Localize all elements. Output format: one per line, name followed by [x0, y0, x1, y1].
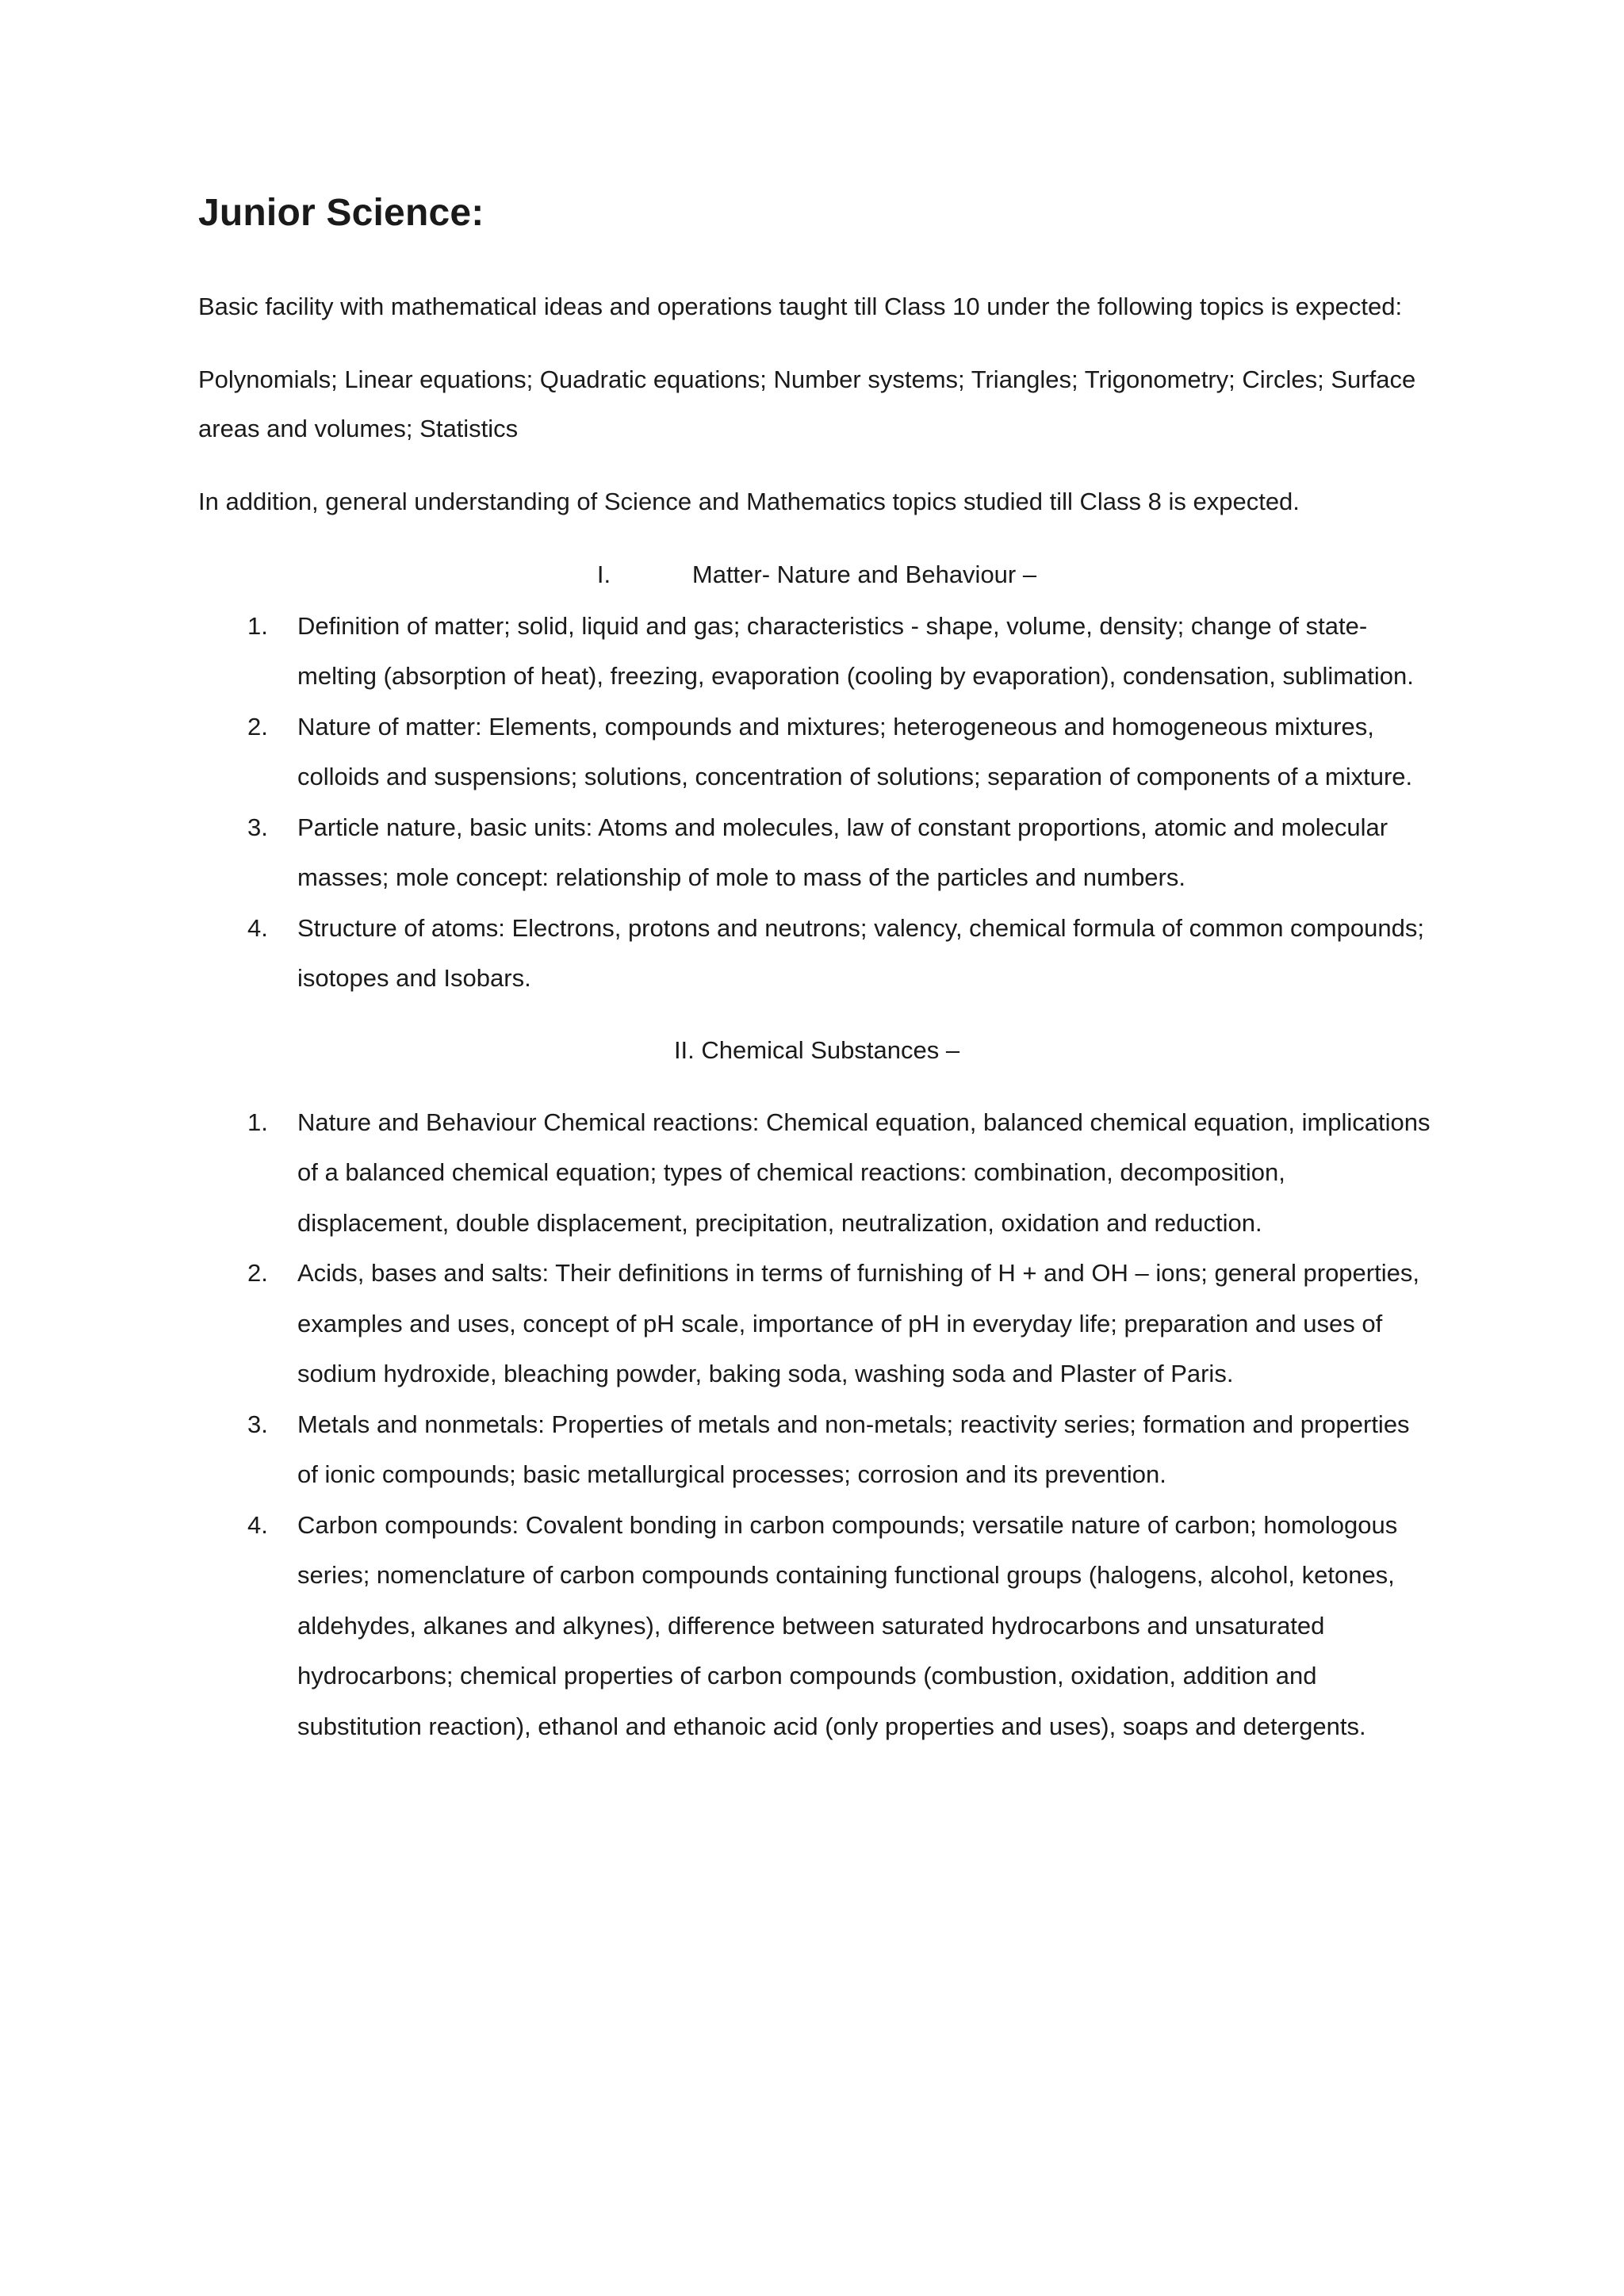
list-item: [198, 1248, 1435, 1399]
list-number: 2.: [247, 1259, 268, 1288]
list-item: [198, 601, 1435, 702]
list-number: 1.: [247, 1108, 268, 1136]
list-text: Definition of matter; solid, liquid and gas; characteristics - shape, volume, density; change of state-melting (absorption of heat), freezing, evaporation (cooling by evaporation), condensation, sublimation.: [297, 611, 1414, 691]
list-text: Carbon compounds: Covalent bonding in carbon compounds; versatile nature of carbon; homologous series; nomenclature of carbon compounds containing functional groups (halogens, alcohol, ketones, aldehydes, alkanes and alkynes), difference between saturated hydrocarbons and unsaturated hydrocarbons; chemical properties of carbon compounds (combustion, oxidation, addition and substitution reaction), ethanol and ethanoic acid (only properties and uses), soaps and detergents.: [297, 1510, 1398, 1740]
section-heading-chemical: II. Chemical Substances –: [673, 1035, 960, 1064]
list-item: [198, 1097, 1435, 1249]
section-numeral: I.: [596, 560, 611, 588]
list-text: Nature and Behaviour Chemical reactions: Chemical equation, balanced chemical equation, implications of a balanced chemical equation; types of chemical reactions: combination, decomposition, displacement, double displacement, precipitation, neutralization, oxidation and reduction.: [297, 1108, 1431, 1237]
list-item: [198, 1399, 1435, 1500]
addition-paragraph: In addition, general understanding of Science and Mathematics topics studied till Class 8 is expected.: [198, 487, 1300, 515]
chemical-list: [198, 1097, 1435, 1752]
list-text: Particle nature, basic units: Atoms and molecules, law of constant proportions, atomic and molecular masses; mole concept: relationship of mole to mass of the particles and numbers.: [297, 813, 1388, 892]
list-text: Acids, bases and salts: Their definitions in terms of furnishing of H + and OH – ions; general properties, examples and uses, concept of pH scale, importance of pH in everyday life; preparation and uses of sodium hydroxide, bleaching powder, baking soda, washing soda and Plaster of Paris.: [297, 1259, 1419, 1388]
list-item: [198, 1500, 1435, 1752]
list-text: Structure of atoms: Electrons, protons and neutrons; valency, chemical formula of common compounds; isotopes and Isobars.: [297, 913, 1424, 993]
list-number: 2.: [247, 712, 268, 740]
list-item: [198, 702, 1435, 802]
list-number: 4.: [247, 913, 268, 942]
section-title: Matter- Nature and Behaviour –: [691, 560, 1037, 588]
list-item: [198, 903, 1435, 1004]
intro-paragraph: Basic facility with mathematical ideas and operations taught till Class 10 under the following topics is expected:: [198, 292, 1403, 320]
topics-paragraph: Polynomials; Linear equations; Quadratic equations; Number systems; Triangles; Trigonometry; Circles; Surface areas and volumes; Statistics: [198, 365, 1416, 442]
document-page: [198, 190, 1435, 1751]
list-number: 4.: [247, 1510, 268, 1539]
page-title: Junior Science:: [198, 192, 485, 234]
list-text: Metals and nonmetals: Properties of metals and non-metals; reactivity series; formation and properties of ionic compounds; basic metallurgical processes; corrosion and its prevention.: [297, 1410, 1410, 1489]
list-number: 3.: [247, 813, 268, 841]
matter-list: [198, 601, 1435, 1004]
section-heading-matter: [198, 550, 1435, 599]
list-number: 1.: [247, 611, 268, 640]
list-item: [198, 802, 1435, 903]
list-text: Nature of matter: Elements, compounds and mixtures; heterogeneous and homogeneous mixtures, colloids and suspensions; solutions, concentration of solutions; separation of components of a mixture.: [297, 712, 1413, 791]
list-number: 3.: [247, 1410, 268, 1438]
